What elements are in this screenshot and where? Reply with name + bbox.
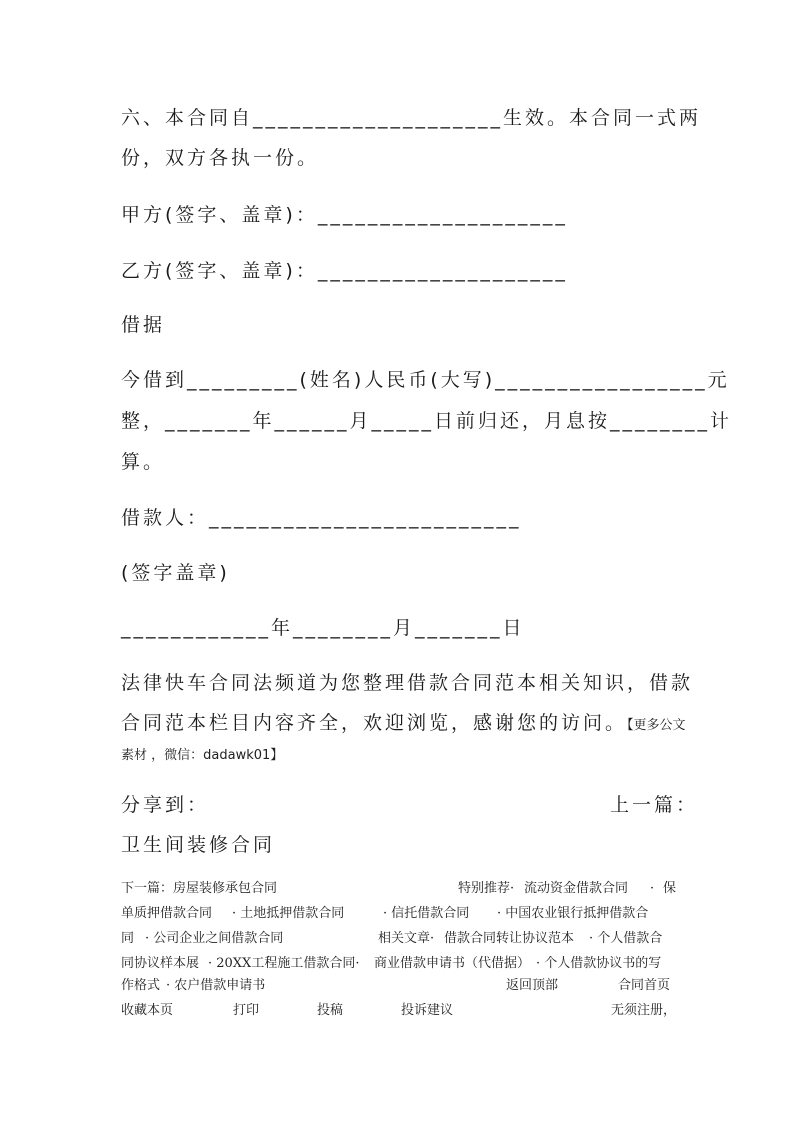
intro-paragraph-text: 合同范本栏目内容齐全，欢迎浏览，感谢您的访问。	[121, 712, 628, 734]
related-link-5[interactable]: · 个人借款协议书的写	[536, 956, 662, 971]
recommend-link-4[interactable]: · 信托借款合同	[383, 906, 470, 921]
back-to-top-link[interactable]: 返回顶部	[506, 978, 559, 993]
recommend-link-5[interactable]: · 中国农业银行抵押借款合	[497, 906, 649, 921]
related-label: 相关文章·	[378, 931, 435, 946]
separator-dot: ·	[650, 881, 655, 896]
related-link-4[interactable]: 商业借款申请书（代借据）	[374, 956, 531, 971]
recommend-link-3[interactable]: · 土地抵押借款合同	[232, 906, 345, 921]
recommend-link-2-start[interactable]: 保	[663, 881, 677, 896]
complaint-link[interactable]: 投诉建议	[401, 1003, 454, 1018]
share-label[interactable]: 分享到：	[121, 794, 210, 816]
sign-note: (签字盖章)	[121, 562, 230, 584]
borrower-line: 借款人：_________________________	[121, 507, 522, 529]
party-b-signature: 乙方(签字、盖章)：____________________	[121, 260, 568, 282]
related-link-2[interactable]: · 个人借款合	[589, 931, 663, 946]
prev-article-label: 上一篇：	[610, 794, 699, 816]
print-link[interactable]: 打印	[233, 1003, 260, 1018]
recommend-label: 特别推荐·	[458, 881, 515, 896]
contract-home-link[interactable]: 合同首页	[618, 978, 671, 993]
prev-article-link[interactable]: 卫生间装修合同	[121, 834, 276, 856]
recommend-link-6[interactable]: · 公司企业之间借款合同	[145, 931, 284, 946]
related-link-3[interactable]: · 20XX工程施工借款合同·	[208, 956, 360, 971]
related-link-6[interactable]: · 农户借款申请书	[166, 978, 266, 993]
related-link-5-end[interactable]: 作格式	[121, 978, 161, 993]
more-materials-note-cont: 素材 ，微信：dadawk01】	[121, 748, 284, 763]
no-register-text: 无须注册，	[611, 1003, 677, 1018]
receipt-title: 借据	[121, 314, 166, 336]
submit-link[interactable]: 投稿	[317, 1003, 344, 1018]
recommend-link-2[interactable]: 单质押借款合同	[121, 906, 213, 921]
receipt-line1: 今借到_________(姓名)人民币(大写)_________________元	[121, 369, 730, 391]
receipt-line3: 算。	[121, 451, 166, 473]
intro-paragraph-line1: 法律快车合同法频道为您整理借款合同范本相关知识，借款	[121, 672, 694, 694]
intro-paragraph-line2	[121, 710, 686, 739]
related-link-1[interactable]: 借款合同转让协议范本	[444, 931, 575, 946]
receipt-line2: 整，_______年______月_____日前归还，月息按________计	[121, 410, 733, 432]
recommend-link-1[interactable]: 流动资金借款合同	[524, 881, 629, 896]
related-link-2-end[interactable]: 同协议样本展	[121, 956, 200, 971]
party-a-signature: 甲方(签字、盖章)：____________________	[121, 204, 568, 226]
favorite-link[interactable]: 收藏本页	[121, 1003, 174, 1018]
more-materials-note: 【更多公文	[627, 718, 686, 733]
recommend-link-5-end[interactable]: 同	[121, 931, 135, 946]
next-article-link[interactable]: 下一篇：房屋装修承包合同	[121, 881, 278, 896]
date-line: ____________年________月_______日	[121, 617, 525, 639]
effect-clause-line2: 份，双方各执一份。	[121, 147, 320, 169]
effect-clause-line1: 六、本合同自____________________生效。本合同一式两	[121, 107, 702, 129]
